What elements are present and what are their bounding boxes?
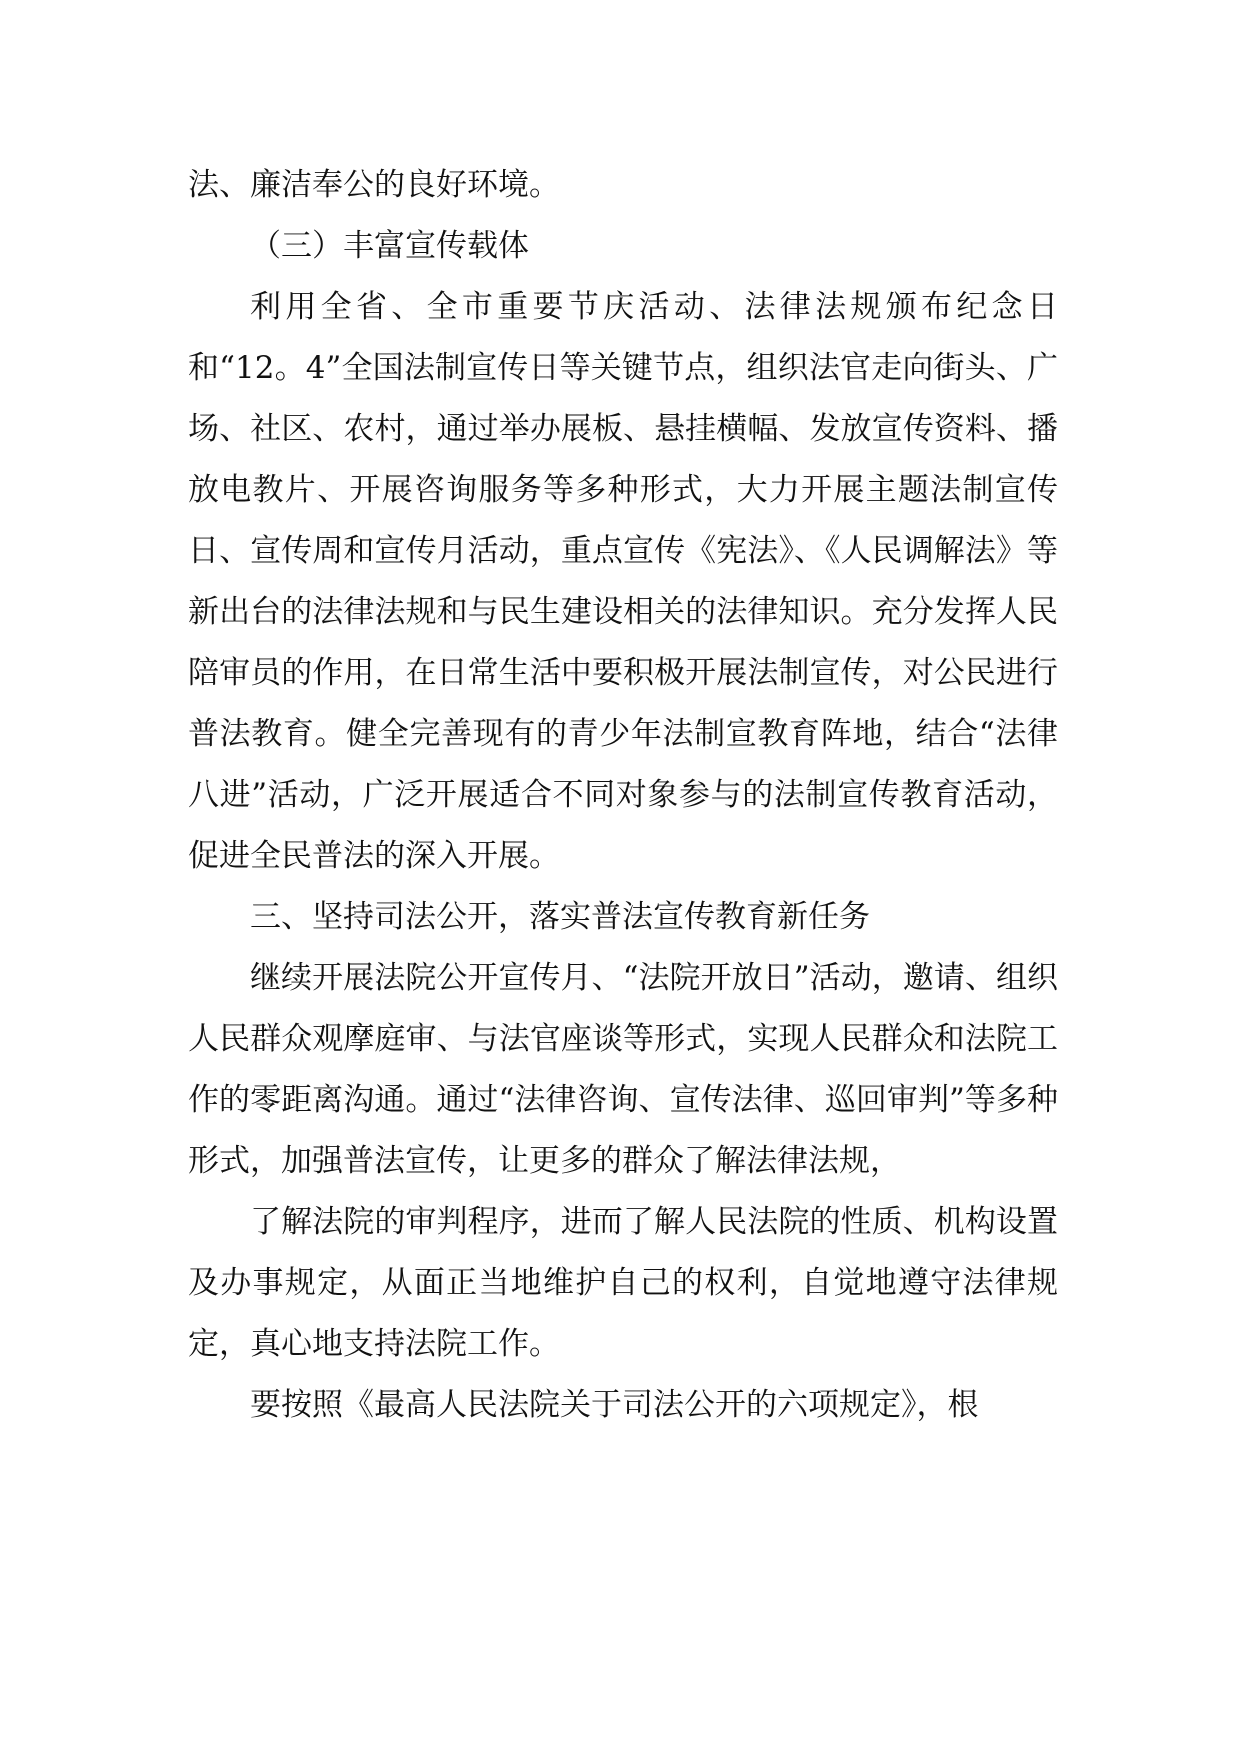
section-heading-enrich-carriers: （三）丰富宣传载体 — [250, 228, 529, 264]
paragraph-six-provisions: 要按照《最高人民法院关于司法公开的六项规定》，根 — [250, 1387, 979, 1423]
paragraph-continuation: 法、廉洁奉公的良好环境。 — [188, 167, 560, 203]
paragraph-publicity-activities: 利用全省、全市重要节庆活动、法律法规颁布纪念日和“12。4”全国法制宣传日等关键节点，组织法官走向街头、广场、社区、农村，通过举办展板、悬挂横幅、发放宣传资料、播放电教片、开展咨询服务等多种形式，大力开展主题法制宣传日、宣传周和宣传月活动，重点宣传《宪法》、《人民调解法》等新出台的法律法规和与民生建设相关的法律知识。充分发挥人民陪审员的作用，在日常生活中要积极开展法制宣传，对公民进行普法教育。健全完善现有的青少年法制宣教育阵地，结合“法律八进”活动，广泛开展适合不同对象参与的法制宣传教育活动，促进全民普法的深入开展。 — [188, 289, 1058, 874]
paragraph-court-procedures: 了解法院的审判程序，进而了解人民法院的性质、机构设置及办事规定，从面正当地维护自己的权利，自觉地遵守法律规定，真心地支持法院工作。 — [188, 1204, 1058, 1362]
section-heading-judicial-openness: 三、坚持司法公开，落实普法宣传教育新任务 — [250, 899, 870, 935]
paragraph-court-open-day: 继续开展法院公开宣传月、“法院开放日”活动，邀请、组织人民群众观摩庭审、与法官座谈等形式，实现人民群众和法院工作的零距离沟通。通过“法律咨询、宣传法律、巡回审判”等多种形式，加强普法宣传，让更多的群众了解法律法规， — [188, 960, 1058, 1179]
document-body — [188, 155, 1058, 1436]
